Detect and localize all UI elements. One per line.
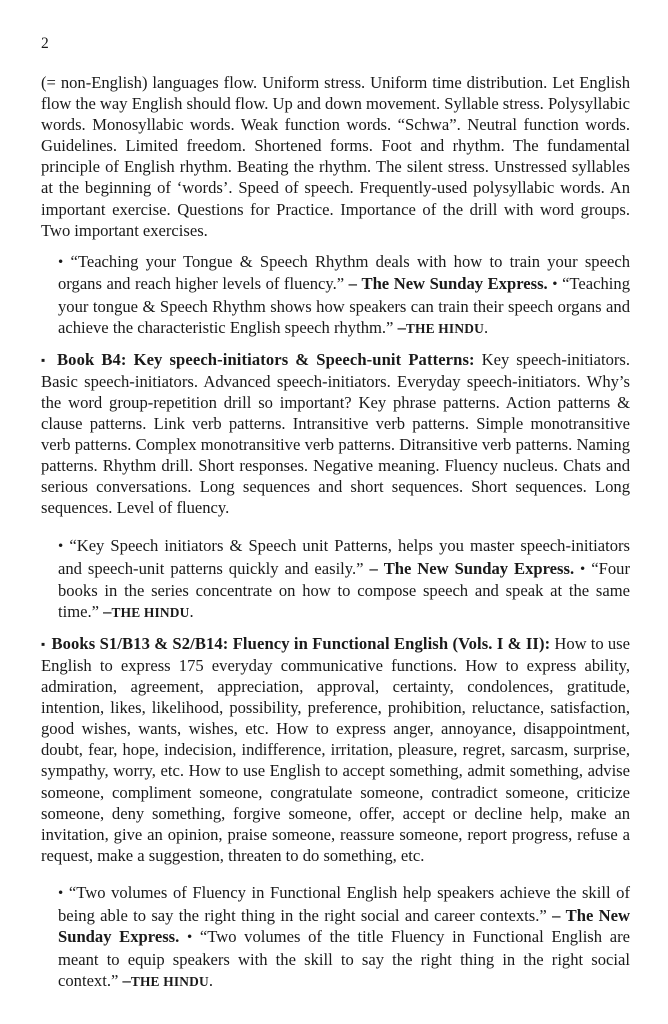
dash-icon: – <box>552 906 561 926</box>
quote-text-1b: “Teaching your tongue & Speech Rhythm shows how speakers can train their speech organs and achieve the characteristic English speech rhythm.” <box>58 274 631 338</box>
quote-source-2b: THE HINDU <box>111 605 190 621</box>
section-b4-heading: Book B4: Key speech-initiators & Speech-unit Patterns: <box>57 350 475 370</box>
quote-source-1b: THE HINDU <box>405 321 484 337</box>
round-bullet-icon: • <box>186 929 193 946</box>
dash-icon: – <box>397 318 406 338</box>
section-b4 <box>41 349 630 518</box>
dash-icon: – <box>348 274 357 294</box>
quote-text-3b: “Two volumes of the title Fluency in Functional English are meant to equip speakers with the skill to say the right thing in the right social context.” <box>58 927 630 990</box>
page-content <box>41 72 630 1002</box>
quote-source-3a: The New Sunday Express. <box>58 906 630 947</box>
review-quote-block-2 <box>41 535 630 623</box>
page-number: 2 <box>41 35 49 52</box>
quote-source-1a: The New Sunday Express. <box>361 274 548 294</box>
square-bullet-icon: ▪ <box>41 352 49 367</box>
review-quote-block-1 <box>41 251 630 339</box>
quote-text-2b: “Four books in the series concentrate on how to compose speech and speak at the same time.” <box>58 558 630 622</box>
section-s1s2-text: How to use English to express 175 everyday communicative functions. How to express ability, admiration, agreement, appreciation, approval, certainty, condolences, gratitude, intention, likes, likelihood, possibility, preference, prohibition, reluctance, satisfaction, good wishes, wants, wishes, etc. How to express anger, annoyance, disappointment, doubt, fear, hope, indecision, indifference, irritation, pleasure, regret, sarcasm, surprise, sympathy, worry, etc. How to use English to accept something, admit something, advise someone, compliment someone, congratulate someone, contradict someone, criticize someone, deny something, forgive someone, offer, accept or decline help, make an invitation, give an opinion, praise someone, reassure someone, report progress, refuse a request, make a suggestion, threaten to do something, etc. <box>41 634 630 865</box>
dash-icon: – <box>369 558 378 578</box>
round-bullet-icon: • <box>58 885 64 902</box>
quote-period-3: . <box>208 970 214 990</box>
quote-source-3b: THE HINDU <box>130 973 209 989</box>
review-quote-block-3 <box>41 882 630 991</box>
quote-text-3a: “Two volumes of Fluency in Functional English help speakers achieve the skill of being able to say the right thing in the right social and career contexts.” <box>58 883 630 926</box>
quote-text-2a: “Key Speech initiators & Speech unit Patterns, helps you master speech-initiators and speech-unit patterns quickly and easily.” <box>58 535 631 578</box>
dash-icon: – <box>122 970 131 990</box>
round-bullet-icon: • <box>58 254 64 271</box>
round-bullet-icon: • <box>580 561 586 578</box>
quote-period-1: . <box>483 318 489 338</box>
quote-text-1a: “Teaching your Tongue & Speech Rhythm deals with how to train your speech organs and reach higher levels of fluency.” <box>58 251 630 294</box>
section-s1s2 <box>41 633 630 866</box>
section-s1s2-heading: Books S1/B13 & S2/B14: Fluency in Functional English (Vols. I & II): <box>51 634 551 654</box>
round-bullet-icon: • <box>552 276 558 293</box>
section-b4-text: Key speech-initiators. Basic speech-initiators. Advanced speech-initiators. Everyday speech-initiators. Why’s the word group-repetition drill so important? Key phrase patterns. Action patterns & clause patterns. Link verb patterns. Intransitive verb patterns. Simple monotransitive verb patterns. Complex monotransitive verb patterns. Ditransitive verb patterns. Naming patterns. Rhythm drill. Short responses. Negative meaning. Fluency nucleus. Chats and serious conversations. Long sequences and short sequences. Short sequences. Long sequences. Level of fluency. <box>41 350 631 518</box>
quote-source-2a: The New Sunday Express. <box>383 558 575 578</box>
round-bullet-icon: • <box>58 538 64 555</box>
body-paragraph-1: (= non-English) languages flow. Uniform stress. Uniform time distribution. Let English flow the way English should flow. Up and down movement. Syllable stress. Polysyllabic words. Monosyllabic words. Weak function words. “Schwa”. Neutral function words. Guidelines. Limited freedom. Shortened forms. Foot and rhythm. The fundamental principle of English rhythm. Beating the rhythm. The silent stress. Unstressed syllables at the beginning of ‘words’. Speed of speech. Frequently-used polysyllabic words. An important exercise. Questions for Practice. Importance of the drill with word groups. Two important exercises. <box>41 73 630 240</box>
quote-period-2: . <box>189 602 194 622</box>
dash-icon: – <box>103 602 112 622</box>
square-bullet-icon: ▪ <box>41 636 46 651</box>
